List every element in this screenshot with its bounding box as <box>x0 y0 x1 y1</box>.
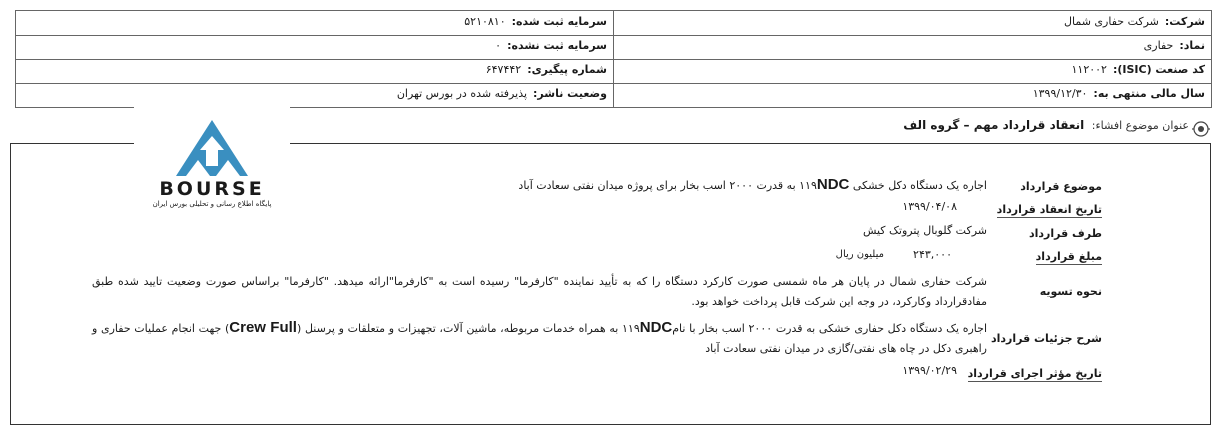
header-row <box>16 11 1211 36</box>
unregistered-capital-value: ۰ <box>495 39 502 52</box>
bourse-logo-text: BOURSE <box>159 178 265 200</box>
symbol-value: حفاری <box>1143 39 1174 52</box>
disclosure-title-value: انعقاد قرارداد مهم – گروه الف <box>903 118 1085 132</box>
unregistered-capital-cell <box>16 35 613 59</box>
tracking-cell <box>16 59 613 83</box>
isic-value: ۱۱۲۰۰۲ <box>1071 63 1107 76</box>
unregistered-capital-label: سرمایه ثبت نشده: <box>507 39 607 52</box>
isic-cell <box>613 59 1211 83</box>
disclosure-title-label: عنوان موضوع افشاء: <box>1091 119 1189 132</box>
details-value-part: ) جهت انجام عملیات حفاری و راهبری دکل در چاه های نفتی/گازی در میدان نفتی سعادت آباد <box>92 322 987 355</box>
isic-label: کد صنعت (ISIC): <box>1112 63 1205 76</box>
status-cell <box>16 83 613 107</box>
capital-value: ۵۲۱۰۸۱۰ <box>464 15 506 28</box>
fiscal-cell <box>613 83 1211 107</box>
details-value-code: NDC <box>639 319 673 336</box>
amount-unit: میلیون ریال <box>835 249 884 260</box>
fiscal-label: سال مالی منتهی به: <box>1093 87 1205 100</box>
settlement-value: شرکت حفاری شمال در پایان هر ماه شمسی صورت کارکرد دستگاه را که به تأیید نماینده "کارفرما" رسیده است به "کارفرما"ارائه میدهد. "کارفرما" براساس صورت وضعیت تایید شده طبق مفادقرارداد وکارکرد، در وجه این شرکت قابل پرداخت خواهد بود. <box>92 275 987 308</box>
status-value: پذیرفته شده در بورس تهران <box>396 87 528 100</box>
details-value <box>92 318 987 359</box>
subject-value-code: NDC <box>816 176 850 193</box>
subject-value-part: به قدرت ۲۰۰۰ اسب بخار برای پروژه میدان نفتی سعادت آباد <box>518 179 796 192</box>
fiscal-value: ۱۳۹۹/۱۲/۳۰ <box>1032 87 1088 100</box>
bourse-logo-caption: پایگاه اطلاع رسانی و تحلیلی بورس ایران <box>152 200 272 208</box>
settlement-label: نحوه تسویه <box>1039 285 1102 298</box>
status-label: وضعیت ناشر: <box>533 87 607 100</box>
effective-date-label: تاریخ مؤثر اجرای قرارداد <box>967 367 1102 380</box>
header-row <box>16 59 1211 84</box>
tracking-value: ۶۴۷۴۴۲ <box>485 63 522 76</box>
company-cell <box>613 11 1211 35</box>
company-value: شرکت حفاری شمال <box>1064 15 1159 28</box>
party-label: طرف قرارداد <box>1028 227 1102 240</box>
details-value-crew: Crew Full <box>229 319 297 336</box>
bourse-logo <box>134 106 290 212</box>
header-row <box>16 35 1211 60</box>
subject-value <box>518 176 987 193</box>
symbol-label: نماد: <box>1179 39 1205 52</box>
disclosure-title <box>903 118 1189 132</box>
capital-label: سرمایه ثبت شده: <box>511 15 607 28</box>
party-value: شرکت گلوبال پتروتک کیش <box>862 224 987 237</box>
effective-date-value: ۱۳۹۹/۰۲/۲۹ <box>902 364 957 377</box>
amount-label: مبلغ قرارداد <box>1035 250 1102 263</box>
capital-cell <box>16 11 613 35</box>
symbol-cell <box>613 35 1211 59</box>
date-label: تاریخ انعقاد قرارداد <box>996 203 1102 216</box>
target-icon <box>1192 120 1210 138</box>
details-label: شرح جزئیات قرارداد <box>990 332 1102 345</box>
tracking-label: شماره پیگیری: <box>527 63 607 76</box>
header-row <box>16 83 1211 107</box>
details-value-part: به همراه خدمات مربوطه، ماشین آلات، تجهیزات و متعلقات و پرسنل ( <box>296 322 619 335</box>
date-value: ۱۳۹۹/۰۴/۰۸ <box>902 200 957 213</box>
subject-value-part: اجاره یک دستگاه دکل خشکی ۱۱۹ <box>799 179 987 192</box>
amount-value: ۲۴۳,۰۰۰ <box>913 248 952 261</box>
subject-label: موضوع قرارداد <box>1020 180 1102 193</box>
company-label: شرکت: <box>1164 15 1205 28</box>
header-table <box>15 10 1212 108</box>
details-value-part: اجاره یک دستگاه دکل حفاری خشکی به قدرت ۲۰۰۰ اسب بخار با نام۱۱۹ <box>622 322 988 335</box>
